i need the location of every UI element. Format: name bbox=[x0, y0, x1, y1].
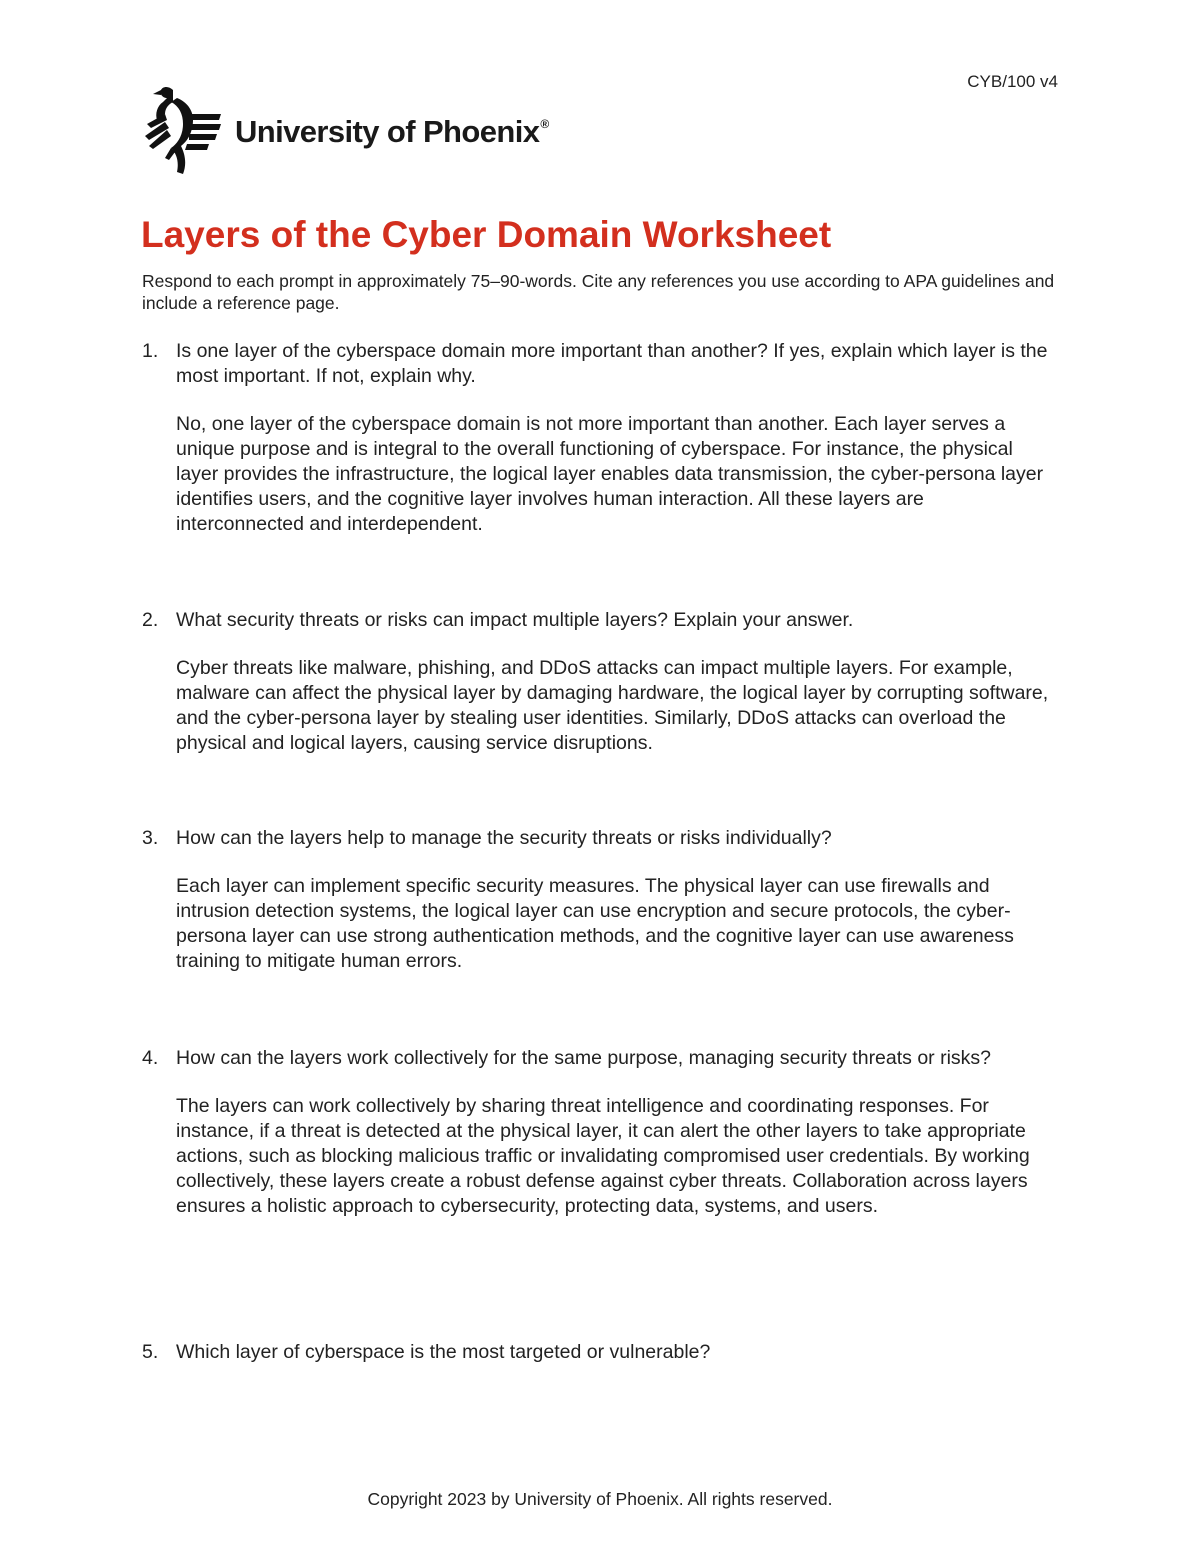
phoenix-bird-icon bbox=[143, 84, 223, 176]
registered-mark: ® bbox=[540, 117, 549, 131]
question-prompt: Is one layer of the cyberspace domain more important than another? If yes, explain which layer is the most important. If not, explain why. bbox=[176, 340, 1048, 387]
page-title: Layers of the Cyber Domain Worksheet bbox=[141, 214, 832, 255]
question-item bbox=[142, 1046, 1062, 1219]
question-number: 1. bbox=[142, 340, 159, 362]
question-answer: Cyber threats like malware, phishing, and DDoS attacks can impact multiple layers. For example, malware can affect the physical layer by damaging hardware, the logical layer by corrupting software, and the cyber-persona layer by stealing user identities. Similarly, DDoS attacks can overload the physical and logical layers, causing service disruptions. bbox=[176, 657, 1049, 754]
logo-wordmark bbox=[235, 114, 549, 150]
question-answer: The layers can work collectively by sharing threat intelligence and coordinating responses. For instance, if a threat is detected at the physical layer, it can alert the other layers to take appropriate actions, such as blocking malicious traffic or invalidating compromised user credentials. By working collectively, these layers create a robust defense against cyber threats. Collaboration across layers ensures a holistic approach to cybersecurity, protecting data, systems, and users. bbox=[176, 1095, 1030, 1217]
instructions: Respond to each prompt in approximately 75–90-words. Cite any references you use according to APA guidelines and include a reference page. bbox=[142, 271, 1055, 313]
question-number: 3. bbox=[142, 827, 159, 849]
question-answer: Each layer can implement specific security measures. The physical layer can use firewalls and intrusion detection systems, the logical layer can use encryption and secure protocols, the cyber-persona layer can use strong authentication methods, and the cognitive layer can use awareness training to mitigate human errors. bbox=[176, 875, 1014, 972]
question-number: 4. bbox=[142, 1047, 159, 1069]
question-item bbox=[142, 608, 1062, 756]
question-prompt: How can the layers work collectively for the same purpose, managing security threats or risks? bbox=[176, 1047, 992, 1069]
question-prompt: What security threats or risks can impact multiple layers? Explain your answer. bbox=[176, 609, 854, 631]
university-logo bbox=[143, 84, 549, 176]
question-item bbox=[142, 826, 1062, 974]
question-prompt: Which layer of cyberspace is the most targeted or vulnerable? bbox=[176, 1341, 711, 1363]
question-number: 2. bbox=[142, 609, 159, 631]
question-item bbox=[142, 339, 1062, 537]
copyright-footer: Copyright 2023 by University of Phoenix. All rights reserved. bbox=[367, 1489, 833, 1509]
question-prompt: How can the layers help to manage the security threats or risks individually? bbox=[176, 827, 832, 849]
question-item bbox=[142, 1340, 1062, 1365]
question-answer: No, one layer of the cyberspace domain is not more important than another. Each layer serves a unique purpose and is integral to the overall functioning of cyberspace. For instance, the physical layer provides the infrastructure, the logical layer enables data transmission, the cyber-persona layer identifies users, and the cognitive layer involves human interaction. All these layers are interconnected and interdependent. bbox=[176, 413, 1044, 535]
question-number: 5. bbox=[142, 1341, 159, 1363]
course-code: CYB/100 v4 bbox=[967, 72, 1058, 91]
logo-text: University of Phoenix bbox=[235, 114, 540, 149]
